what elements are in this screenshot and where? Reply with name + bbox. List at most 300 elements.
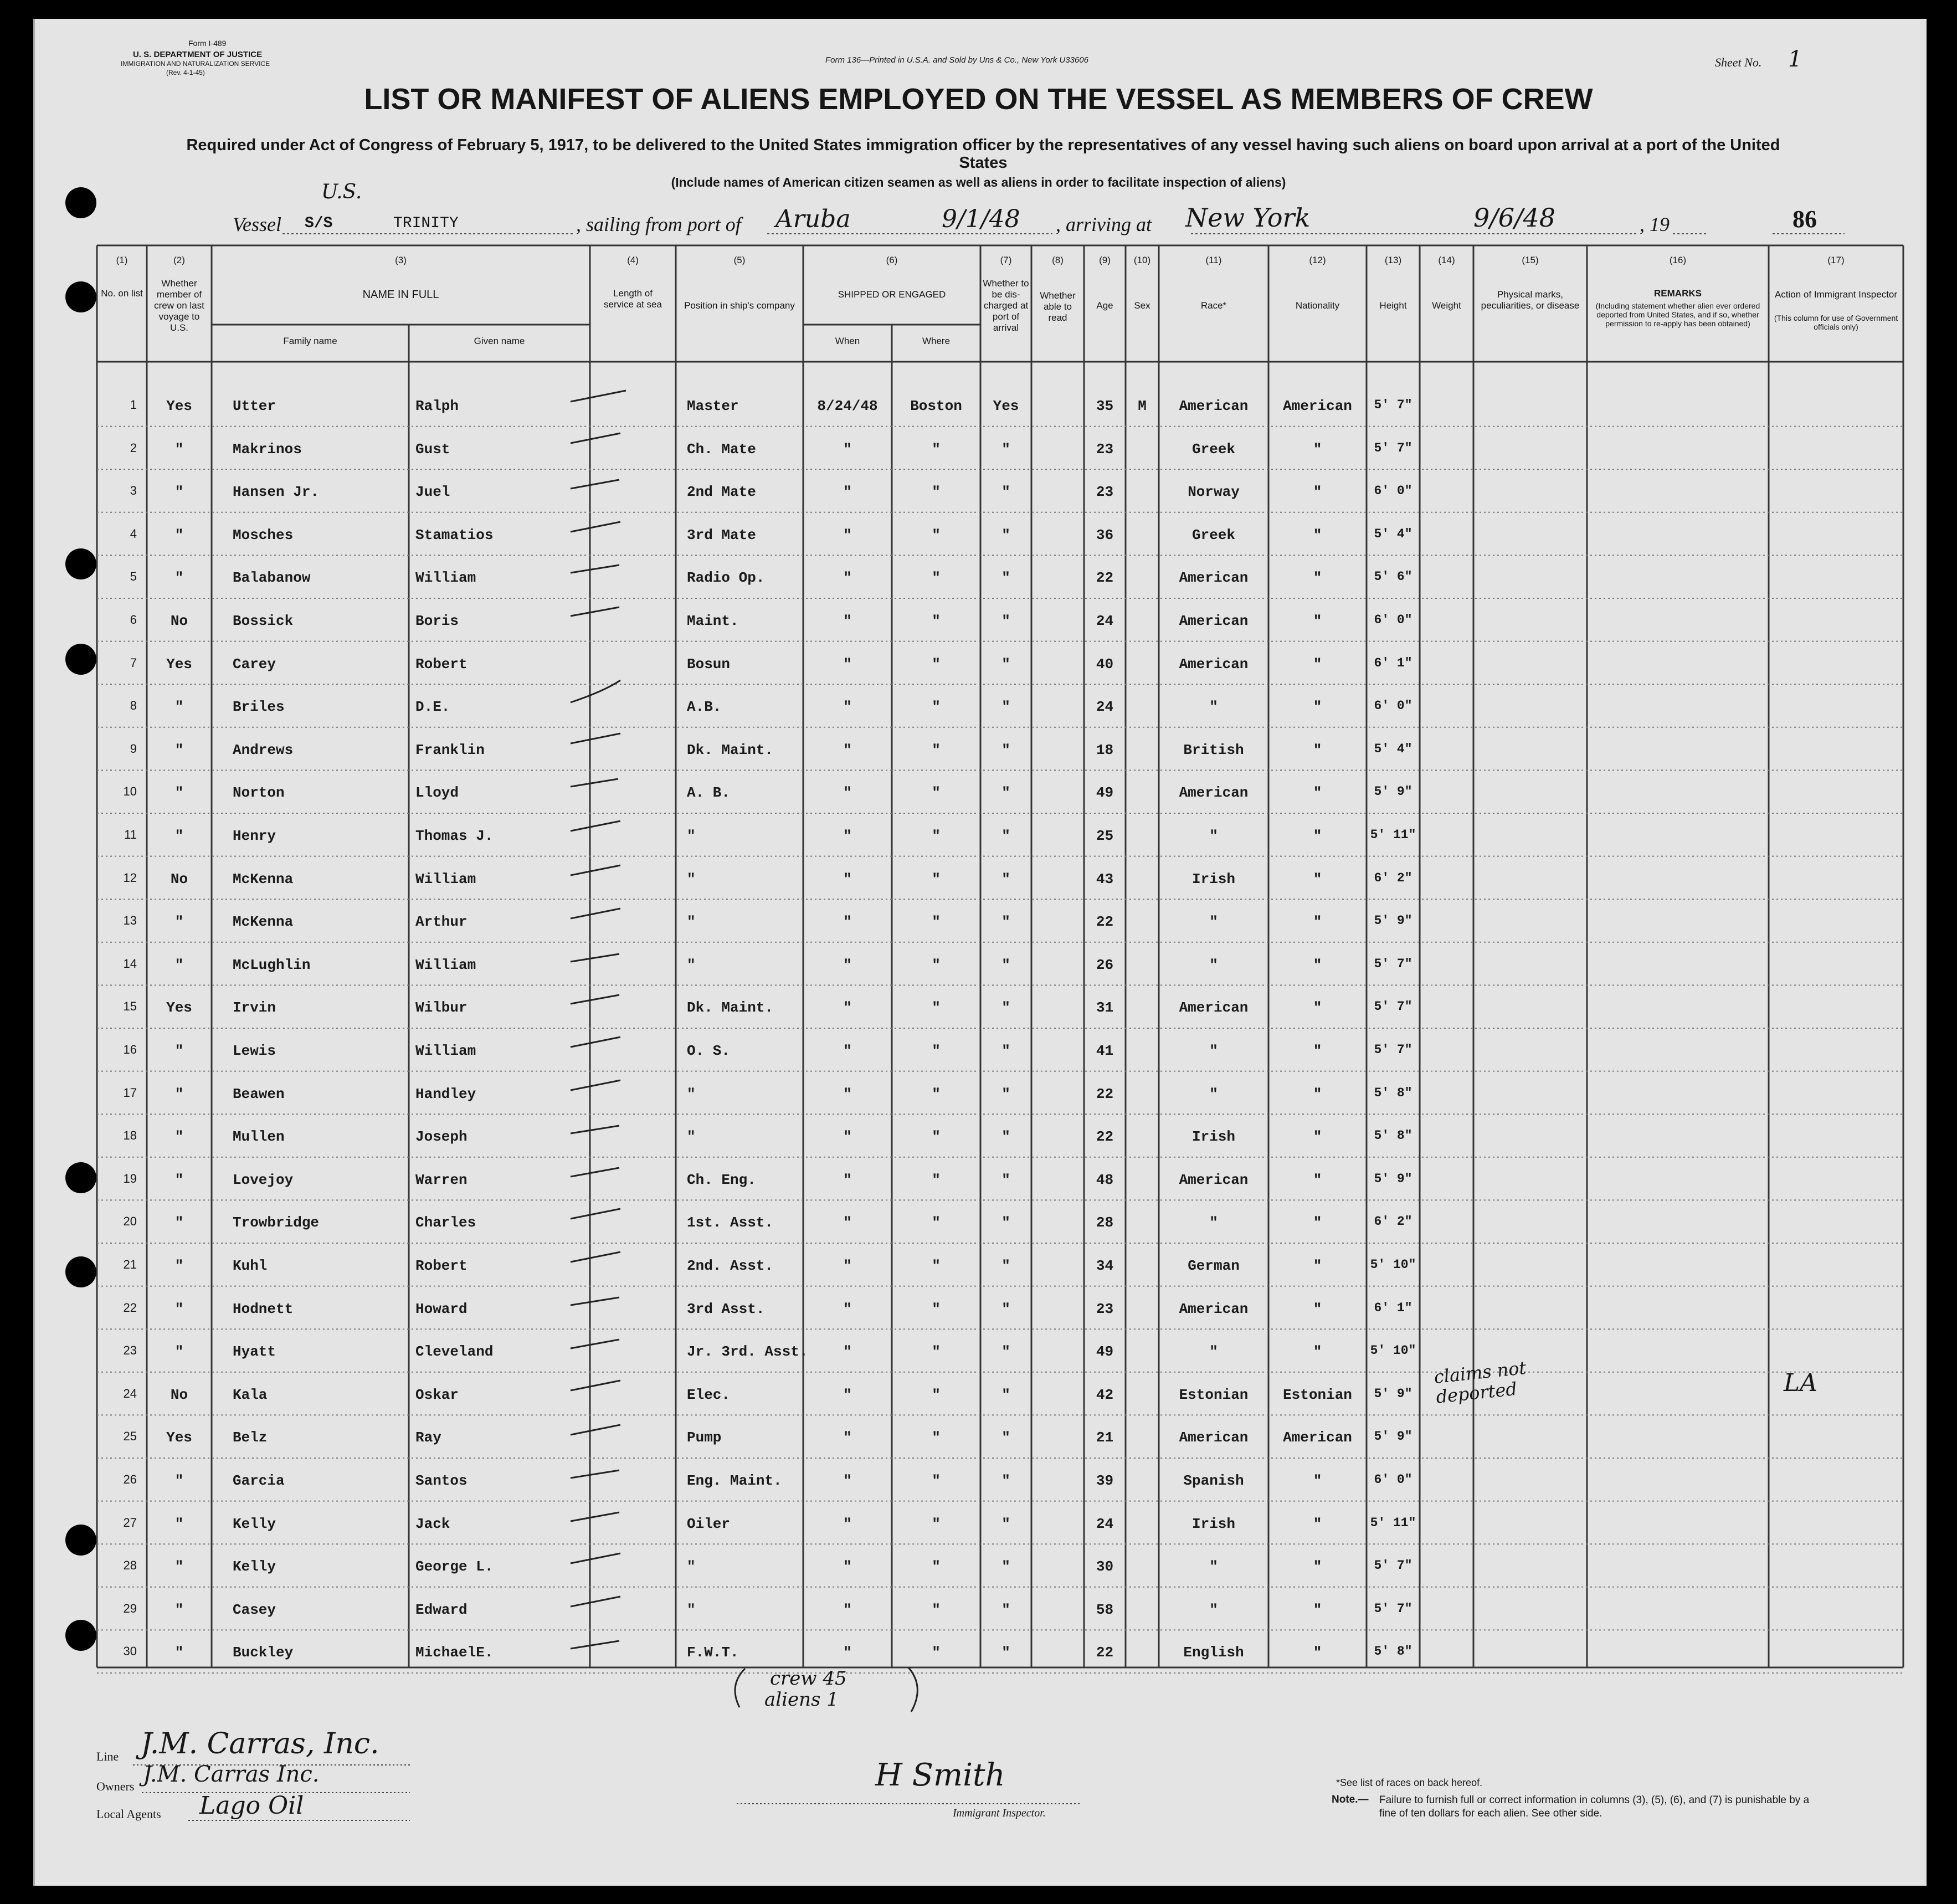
col-12-header: Nationality [1295, 300, 1340, 311]
nationality: American [1283, 398, 1352, 414]
age: 22 [1096, 1644, 1114, 1661]
discharged: " [1001, 1472, 1010, 1489]
race: " [1209, 1601, 1218, 1618]
shipped-where: " [932, 1429, 941, 1446]
arriving-label: , arriving at [1056, 213, 1152, 235]
col-6b-header: Where [922, 336, 951, 346]
age: 58 [1096, 1601, 1114, 1618]
age: 24 [1096, 699, 1114, 716]
height: 5' 11" [1370, 1515, 1416, 1530]
given-name: Edward [415, 1601, 468, 1618]
discharged: " [1001, 784, 1010, 802]
shipped-when: " [843, 1472, 852, 1489]
race: " [1209, 1085, 1218, 1102]
family-name: Carey [233, 655, 276, 673]
vessel-prefix: S/S [305, 215, 333, 232]
height: 5' 10" [1370, 1343, 1416, 1358]
position: " [687, 1085, 696, 1102]
height: 5' 9" [1374, 1171, 1412, 1186]
race: Greek [1191, 526, 1235, 543]
shipped-where: " [932, 699, 941, 716]
discharged: " [1001, 1171, 1010, 1188]
height: 6' 1" [1374, 655, 1412, 670]
shipped-when: " [843, 1258, 852, 1274]
shipped-where: " [932, 999, 941, 1017]
row-number: 1 [130, 398, 137, 412]
age: 21 [1096, 1429, 1114, 1446]
shipped-where: Boston [910, 398, 962, 414]
given-name: Santos [415, 1472, 468, 1489]
row-number: 24 [123, 1386, 137, 1400]
family-name: Belz [233, 1429, 268, 1446]
shipped-when: " [843, 699, 852, 716]
position: 2nd Mate [687, 484, 756, 501]
shipped-when: " [843, 870, 852, 887]
last-voyage: " [174, 484, 184, 501]
nationality: " [1313, 1128, 1322, 1146]
nationality: " [1313, 956, 1322, 973]
row-number: 2 [130, 440, 137, 455]
col-6-header: SHIPPED OR ENGAGED [838, 289, 946, 300]
nationality: " [1313, 569, 1322, 587]
col-5-header: Position in ship's company [684, 300, 795, 311]
family-name: Hansen Jr. [233, 484, 320, 501]
family-name: Balabanow [233, 569, 311, 587]
given-name: George L. [415, 1558, 494, 1575]
race: American [1179, 784, 1249, 802]
nationality: " [1313, 1644, 1322, 1661]
col-3-header: NAME IN FULL [362, 289, 439, 301]
shipped-where: " [932, 1644, 941, 1661]
family-name: Hodnett [233, 1300, 294, 1317]
row-number: 4 [130, 526, 137, 541]
discharged: " [1001, 1558, 1010, 1575]
given-name: Franklin [415, 741, 485, 758]
last-voyage: " [174, 1515, 184, 1532]
family-name: McKenna [233, 870, 294, 887]
height: 5' 8" [1374, 1128, 1412, 1143]
last-voyage: " [174, 1043, 184, 1059]
col-9-header: Age [1096, 300, 1113, 311]
given-name: William [415, 956, 476, 973]
nationality: " [1313, 1343, 1322, 1361]
discharged: " [1001, 913, 1010, 931]
nationality: " [1313, 1558, 1322, 1575]
age: 22 [1096, 1085, 1114, 1102]
arriving-port: New York [1185, 203, 1311, 233]
last-voyage: " [174, 1171, 184, 1188]
discharged: " [1001, 1386, 1010, 1403]
discharged: " [1001, 655, 1010, 673]
given-name: Stamatios [415, 526, 494, 543]
department: U. S. DEPARTMENT OF JUSTICE [133, 50, 263, 59]
given-name: Wilbur [415, 999, 468, 1017]
act-subtitle: Required under Act of Congress of February 5, 1917, to be delivered to the United States immigration officer by the representatives of any vessel having such aliens on board upon arrival at a port of the United States [186, 136, 1780, 172]
service: IMMIGRATION AND NATURALIZATION SERVICE [121, 60, 270, 68]
discharged: " [1001, 1343, 1010, 1361]
height: 5' 7" [1374, 956, 1412, 971]
race: American [1179, 398, 1249, 414]
col-14-header: Weight [1432, 300, 1461, 311]
col-4-number: (4) [627, 255, 639, 265]
sailing-port: Aruba [775, 205, 851, 233]
given-name: MichaelE. [415, 1644, 494, 1661]
family-name: Bossick [233, 613, 294, 629]
age: 31 [1096, 999, 1114, 1017]
shipped-where: " [932, 569, 941, 587]
family-name: Hyatt [233, 1343, 276, 1361]
row-number: 29 [123, 1601, 137, 1615]
position: " [687, 1128, 696, 1146]
shipped-where: " [932, 1128, 941, 1146]
line-label: Line [96, 1749, 119, 1763]
height: 6' 2" [1374, 870, 1412, 885]
shipped-when: " [843, 613, 852, 629]
shipped-when: " [843, 655, 852, 673]
age: 42 [1096, 1386, 1114, 1403]
nationality: " [1313, 655, 1322, 673]
col-6a-header: When [835, 336, 860, 346]
discharged: " [1001, 870, 1010, 887]
nationality: " [1313, 699, 1322, 716]
last-voyage: " [174, 1214, 184, 1231]
agents-value: Lago Oil [199, 1792, 304, 1820]
col-3b-header: Given name [474, 336, 525, 346]
nationality: " [1313, 440, 1322, 458]
note-text: Failure to furnish full or correct information in columns (3), (5), (6), and (7) is punishable by a fine of ten dollars for each alien. See other side. [1379, 1794, 1810, 1819]
nationality: " [1313, 741, 1322, 758]
row-number: 5 [130, 569, 137, 584]
position: Maint. [687, 613, 739, 629]
family-name: Makrinos [233, 440, 302, 458]
position: 2nd. Asst. [687, 1258, 774, 1274]
shipped-when: " [843, 741, 852, 758]
last-voyage: " [174, 1128, 184, 1146]
last-voyage: " [174, 1300, 184, 1317]
position: 1st. Asst. [687, 1214, 774, 1231]
age: 22 [1096, 569, 1114, 587]
shipped-where: " [932, 1214, 941, 1231]
shipped-when: " [843, 1601, 852, 1618]
age: 24 [1096, 613, 1114, 629]
shipped-when: " [843, 828, 852, 844]
age: 36 [1096, 526, 1114, 543]
position: Ch. Mate [687, 440, 756, 458]
race: " [1209, 699, 1218, 716]
row-number: 23 [123, 1343, 137, 1358]
shipped-when: " [843, 1386, 852, 1403]
last-voyage: " [174, 1601, 184, 1618]
race: German [1188, 1258, 1240, 1274]
age: 39 [1096, 1472, 1114, 1489]
shipped-where: " [932, 526, 941, 543]
shipped-when: " [843, 1085, 852, 1102]
position: " [687, 870, 696, 887]
height: 6' 0" [1374, 699, 1412, 714]
height: 5' 7" [1374, 1601, 1412, 1616]
nationality: " [1313, 1601, 1322, 1618]
form-number: Form I-489 [188, 39, 227, 48]
height: 5' 10" [1370, 1258, 1416, 1272]
position: " [687, 913, 696, 931]
race: American [1179, 1300, 1249, 1317]
last-voyage: Yes [166, 398, 192, 414]
col-16-number: (16) [1669, 255, 1687, 265]
vessel-us-note: U.S. [321, 181, 362, 203]
race: American [1179, 569, 1249, 587]
given-name: Robert [415, 1258, 468, 1274]
col-11-number: (11) [1205, 255, 1222, 265]
row-number: 13 [123, 913, 137, 928]
given-name: Joseph [415, 1128, 468, 1146]
crew-count-note: crew 45 [770, 1667, 847, 1690]
last-voyage: " [174, 699, 184, 716]
row-number: 9 [130, 741, 137, 756]
race: American [1179, 613, 1249, 629]
position: Dk. Maint. [687, 999, 774, 1017]
height: 5' 8" [1374, 1085, 1412, 1100]
shipped-where: " [932, 613, 941, 629]
shipped-when: " [843, 1429, 852, 1446]
family-name: Kelly [233, 1515, 276, 1532]
race: English [1183, 1644, 1244, 1661]
given-name: Robert [415, 655, 468, 673]
discharged: " [1001, 526, 1010, 543]
family-name: Mullen [233, 1128, 285, 1146]
discharged: " [1001, 699, 1010, 716]
age: 40 [1096, 655, 1114, 673]
age: 22 [1096, 913, 1114, 931]
last-voyage: " [174, 1085, 184, 1102]
race: American [1179, 1171, 1249, 1188]
given-name: Thomas J. [415, 828, 494, 844]
race: " [1209, 1343, 1218, 1361]
col-10-header: Sex [1134, 300, 1150, 311]
given-name: Juel [415, 484, 450, 501]
inspector-label: Immigrant Inspector. [953, 1807, 1046, 1819]
col-7-header: Whether to be dis-charged at port of arrival [983, 278, 1029, 333]
discharged: " [1001, 1644, 1010, 1661]
col-17-subheader: (This column for use of Government officials only) [1774, 314, 1898, 331]
position: A.B. [687, 699, 722, 716]
note-label: Note.— [1332, 1794, 1369, 1805]
nationality: American [1283, 1429, 1352, 1446]
vessel-name: TRINITY [393, 215, 459, 232]
row-number: 22 [123, 1300, 137, 1315]
position: Master [687, 398, 739, 414]
family-name: Lovejoy [233, 1171, 294, 1188]
row-number: 20 [123, 1214, 137, 1229]
age: 26 [1096, 956, 1114, 973]
family-name: Buckley [233, 1644, 294, 1661]
last-voyage: " [174, 741, 184, 758]
shipped-when: " [843, 956, 852, 973]
height: 5' 9" [1374, 913, 1412, 928]
shipped-when: " [843, 784, 852, 802]
given-name: Oskar [415, 1386, 459, 1403]
race: Norway [1188, 484, 1240, 501]
position: O. S. [687, 1043, 731, 1059]
shipped-when: " [843, 569, 852, 587]
last-voyage: Yes [166, 999, 192, 1017]
height: 5' 8" [1374, 1644, 1412, 1659]
position: Jr. 3rd. Asst. [687, 1343, 808, 1361]
shipped-where: " [932, 655, 941, 673]
height: 5' 9" [1374, 784, 1412, 799]
given-name: Ray [415, 1429, 441, 1446]
discharged: " [1001, 1258, 1010, 1274]
last-voyage: " [174, 913, 184, 931]
col-3-number: (3) [395, 255, 407, 265]
col-14-number: (14) [1438, 255, 1455, 265]
position: " [687, 1558, 696, 1575]
shipped-when: " [843, 1644, 852, 1661]
last-voyage: " [174, 828, 184, 844]
family-name: Andrews [233, 741, 294, 758]
race: American [1179, 999, 1249, 1017]
discharged: " [1001, 569, 1010, 587]
given-name: Charles [415, 1214, 476, 1231]
shipped-where: " [932, 1085, 941, 1102]
shipped-when: " [843, 1128, 852, 1146]
discharged: " [1001, 1515, 1010, 1532]
race: " [1209, 956, 1218, 973]
position: Dk. Maint. [687, 741, 774, 758]
height: 5' 7" [1374, 999, 1412, 1014]
age: 49 [1096, 1343, 1114, 1361]
last-voyage: Yes [166, 1429, 192, 1446]
race: " [1209, 1214, 1218, 1231]
row-number: 12 [123, 870, 137, 885]
col-16-subheader: (Including statement whether alien ever ordered deported from United States, and if so, whether permission to re-apply has been obtained) [1595, 301, 1760, 328]
height: 5' 4" [1374, 741, 1412, 756]
height: 6' 1" [1374, 1300, 1412, 1315]
col-13-header: Height [1379, 300, 1407, 311]
shipped-when: " [843, 1214, 852, 1231]
height: 5' 9" [1374, 1429, 1412, 1444]
position: Elec. [687, 1386, 731, 1403]
arriving-date: 9/6/48 [1473, 203, 1556, 233]
age: 23 [1096, 1300, 1114, 1317]
height: 5' 7" [1374, 1043, 1412, 1057]
race: Irish [1191, 1128, 1235, 1146]
col-10-number: (10) [1133, 255, 1151, 265]
height: 5' 6" [1374, 569, 1412, 584]
height: 5' 4" [1374, 526, 1412, 541]
shipped-when: " [843, 1515, 852, 1532]
position: Ch. Eng. [687, 1171, 756, 1188]
row-number: 11 [124, 828, 137, 841]
family-name: Casey [233, 1601, 276, 1618]
last-voyage: No [170, 613, 188, 629]
last-voyage: No [170, 870, 188, 887]
race: Spanish [1183, 1472, 1244, 1489]
col-17-header: Action of Immigrant Inspector [1774, 289, 1898, 300]
last-voyage: " [174, 1644, 184, 1661]
shipped-where: " [932, 870, 941, 887]
family-name: Kelly [233, 1558, 276, 1575]
page-title: LIST OR MANIFEST OF ALIENS EMPLOYED ON THE VESSEL AS MEMBERS OF CREW [364, 83, 1593, 116]
height: 6' 0" [1374, 1472, 1412, 1487]
sailing-label: , sailing from port of [576, 213, 741, 235]
col-16-header: REMARKS [1654, 288, 1702, 299]
discharged: " [1001, 956, 1010, 973]
col-2-number: (2) [173, 255, 185, 265]
family-name: Mosches [233, 526, 294, 543]
discharged: " [1001, 741, 1010, 758]
nationality: " [1313, 913, 1322, 931]
position: 3rd Asst. [687, 1300, 765, 1317]
race: " [1209, 1558, 1218, 1575]
shipped-where: " [932, 741, 941, 758]
given-name: William [415, 569, 476, 587]
nationality: Estonian [1283, 1386, 1352, 1403]
discharged: " [1001, 828, 1010, 844]
height: 5' 7" [1374, 440, 1412, 455]
shipped-where: " [932, 1515, 941, 1532]
shipped-when: " [843, 440, 852, 458]
last-voyage: " [174, 526, 184, 543]
given-name: Howard [415, 1300, 468, 1317]
age: 25 [1096, 828, 1114, 844]
agents-label: Local Agents [96, 1807, 161, 1821]
shipped-where: " [932, 1258, 941, 1274]
discharged: Yes [993, 398, 1019, 414]
nationality: " [1313, 484, 1322, 501]
discharged: " [1001, 1128, 1010, 1146]
family-name: Garcia [233, 1472, 285, 1489]
shipped-where: " [932, 1472, 941, 1489]
row-number: 10 [123, 784, 137, 799]
age: 24 [1096, 1515, 1114, 1532]
nationality: " [1313, 1085, 1322, 1102]
age: 23 [1096, 484, 1114, 501]
owners-value: J.M. Carras Inc. [143, 1762, 320, 1787]
age: 35 [1096, 398, 1114, 414]
sheet-number: 1 [1788, 47, 1802, 72]
position: Oiler [687, 1515, 731, 1532]
nationality: " [1313, 1214, 1322, 1231]
height: 6' 0" [1374, 484, 1412, 499]
given-name: Arthur [415, 913, 468, 931]
position: F.W.T. [687, 1644, 739, 1661]
family-name: Beawen [233, 1085, 285, 1102]
family-name: McKenna [233, 913, 294, 931]
sheet-label: Sheet No. [1715, 55, 1762, 69]
vessel-label: Vessel [233, 213, 281, 235]
height: 5' 9" [1374, 1386, 1412, 1401]
col-4-header: Length of service at sea [604, 288, 662, 310]
inspector-action: LA [1784, 1368, 1817, 1397]
row-number: 18 [123, 1128, 137, 1143]
row-number: 19 [123, 1171, 137, 1185]
row-number: 3 [130, 484, 137, 498]
given-name: Gust [415, 440, 450, 458]
shipped-when: " [843, 484, 852, 501]
discharged: " [1001, 1601, 1010, 1618]
age: 34 [1096, 1258, 1114, 1274]
last-voyage: " [174, 1558, 184, 1575]
col-7-number: (7) [1000, 255, 1012, 265]
shipped-when: " [843, 1343, 852, 1361]
given-name: Ralph [415, 398, 459, 414]
shipped-where: " [932, 1300, 941, 1317]
discharged: " [1001, 1085, 1010, 1102]
age: 43 [1096, 870, 1114, 887]
position: " [687, 828, 696, 844]
shipped-where: " [932, 1601, 941, 1618]
position: Bosun [687, 655, 731, 673]
